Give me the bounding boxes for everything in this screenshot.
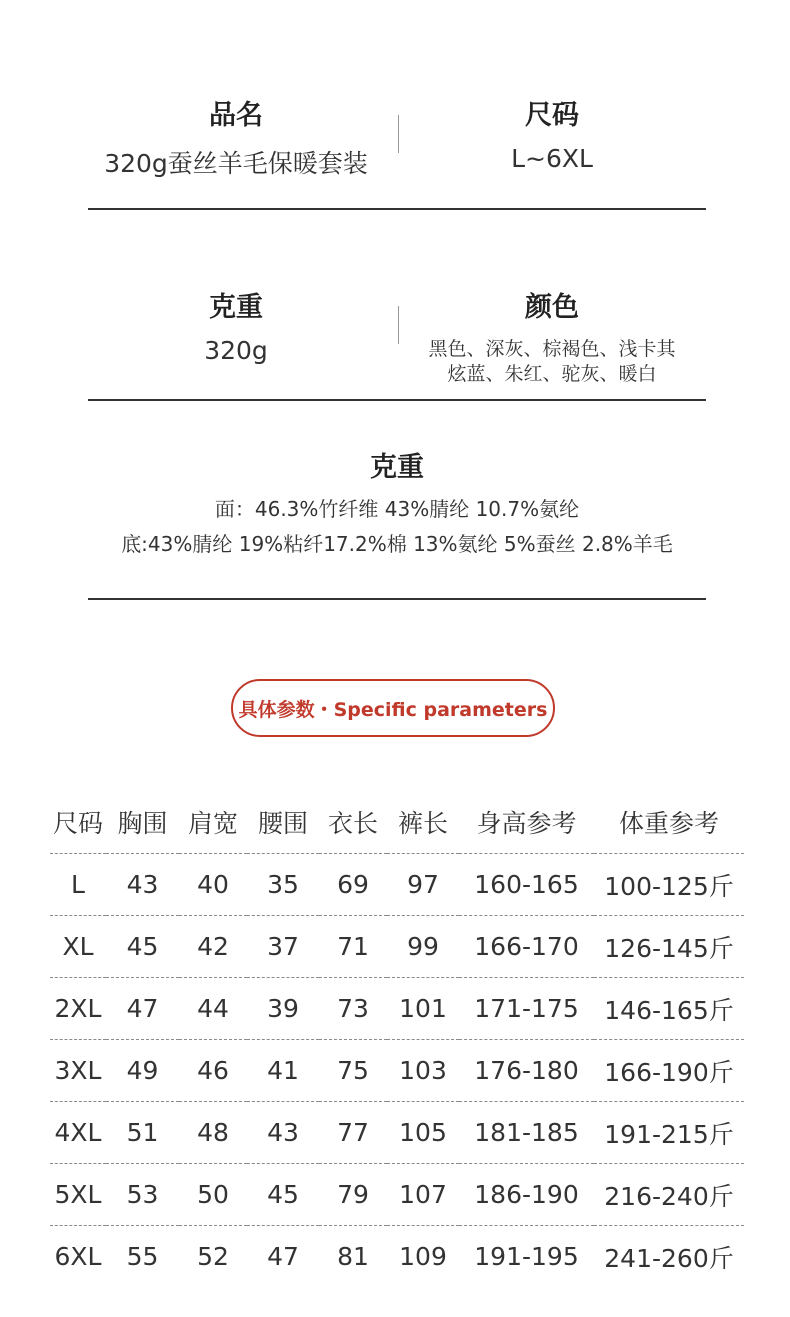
table-cell: 73 bbox=[319, 978, 387, 1040]
table-cell: 41 bbox=[247, 1040, 319, 1102]
table-cell: 81 bbox=[319, 1226, 387, 1288]
color-values-line2: 炫蓝、朱红、驼灰、暖白 bbox=[447, 363, 657, 385]
specs-badge: 具体参数・Specific parameters bbox=[231, 679, 555, 737]
table-cell: 3XL bbox=[50, 1040, 106, 1102]
table-row bbox=[50, 1040, 744, 1102]
header-chest: 胸围 bbox=[117, 808, 168, 838]
table-cell: 97 bbox=[387, 854, 459, 916]
table-cell: 75 bbox=[319, 1040, 387, 1102]
size-table bbox=[50, 790, 744, 1287]
table-cell: 50 bbox=[179, 1164, 247, 1226]
table-cell: 4XL bbox=[50, 1102, 106, 1164]
table-cell: 103 bbox=[387, 1040, 459, 1102]
table-cell: 99 bbox=[387, 916, 459, 978]
table-cell: 171-175 bbox=[459, 978, 594, 1040]
header-weight-ref: 体重参考 bbox=[618, 808, 719, 838]
table-cell: 2XL bbox=[50, 978, 106, 1040]
table-cell: 43 bbox=[247, 1102, 319, 1164]
table-cell: 166-170 bbox=[459, 916, 594, 978]
table-cell: 77 bbox=[319, 1102, 387, 1164]
table-cell: L bbox=[50, 854, 106, 916]
table-row bbox=[50, 854, 744, 916]
table-cell: 46 bbox=[179, 1040, 247, 1102]
weight-label: 克重 bbox=[209, 292, 263, 323]
table-cell: 45 bbox=[106, 916, 179, 978]
table-cell: 35 bbox=[247, 854, 319, 916]
weight-value: 320g bbox=[204, 336, 268, 365]
table-cell: 160-165 bbox=[459, 854, 594, 916]
table-row bbox=[50, 1226, 744, 1288]
table-cell: 49 bbox=[106, 1040, 179, 1102]
table-cell: 146-165斤 bbox=[594, 978, 744, 1040]
table-cell: 71 bbox=[319, 916, 387, 978]
table-cell: 79 bbox=[319, 1164, 387, 1226]
divider-vertical bbox=[398, 306, 399, 344]
table-cell: 186-190 bbox=[459, 1164, 594, 1226]
table-cell: 45 bbox=[247, 1164, 319, 1226]
table-row bbox=[50, 1102, 744, 1164]
table-cell: 191-195 bbox=[459, 1226, 594, 1288]
header-pants-length: 裤长 bbox=[397, 808, 448, 838]
table-cell: 176-180 bbox=[459, 1040, 594, 1102]
name-value: 320g蚕丝羊毛保暖套装 bbox=[104, 149, 368, 178]
table-cell: 55 bbox=[106, 1226, 179, 1288]
table-cell: 53 bbox=[106, 1164, 179, 1226]
table-cell: 37 bbox=[247, 916, 319, 978]
table-cell: 51 bbox=[106, 1102, 179, 1164]
section-rule bbox=[88, 399, 706, 401]
table-cell: 48 bbox=[179, 1102, 247, 1164]
table-row bbox=[50, 916, 744, 978]
table-cell: 216-240斤 bbox=[594, 1164, 744, 1226]
section-rule bbox=[88, 208, 706, 210]
header-top-length: 衣长 bbox=[327, 808, 378, 838]
table-row bbox=[50, 978, 744, 1040]
table-cell: 47 bbox=[247, 1226, 319, 1288]
table-cell: 52 bbox=[179, 1226, 247, 1288]
divider-vertical bbox=[398, 115, 399, 153]
table-cell: 47 bbox=[106, 978, 179, 1040]
table-cell: 126-145斤 bbox=[594, 916, 744, 978]
table-cell: 105 bbox=[387, 1102, 459, 1164]
table-cell: XL bbox=[50, 916, 106, 978]
table-row bbox=[50, 1164, 744, 1226]
size-label: 尺码 bbox=[525, 100, 579, 131]
table-cell: 40 bbox=[179, 854, 247, 916]
table-cell: 191-215斤 bbox=[594, 1102, 744, 1164]
table-cell: 69 bbox=[319, 854, 387, 916]
table-cell: 42 bbox=[179, 916, 247, 978]
table-header-row bbox=[50, 790, 744, 854]
table-cell: 44 bbox=[179, 978, 247, 1040]
table-cell: 100-125斤 bbox=[594, 854, 744, 916]
size-value: L~6XL bbox=[511, 144, 593, 173]
header-size: 尺码 bbox=[52, 808, 103, 838]
table-cell: 6XL bbox=[50, 1226, 106, 1288]
table-cell: 5XL bbox=[50, 1164, 106, 1226]
table-cell: 107 bbox=[387, 1164, 459, 1226]
table-cell: 109 bbox=[387, 1226, 459, 1288]
fabric-title: 克重 bbox=[370, 452, 424, 483]
header-height-ref: 身高参考 bbox=[476, 808, 577, 838]
color-values-line1: 黑色、深灰、棕褐色、浅卡其 bbox=[428, 338, 676, 360]
name-label: 品名 bbox=[209, 100, 263, 131]
table-cell: 166-190斤 bbox=[594, 1040, 744, 1102]
header-shoulder: 肩宽 bbox=[187, 808, 238, 838]
section-rule bbox=[88, 598, 706, 600]
table-cell: 101 bbox=[387, 978, 459, 1040]
header-waist: 腰围 bbox=[257, 808, 308, 838]
table-cell: 43 bbox=[106, 854, 179, 916]
fabric-lining-composition: 底:43%腈纶 19%粘纤17.2%棉 13%氨纶 5%蚕丝 2.8%羊毛 bbox=[121, 532, 673, 556]
table-cell: 241-260斤 bbox=[594, 1226, 744, 1288]
table-cell: 39 bbox=[247, 978, 319, 1040]
fabric-outer-composition: 面：46.3%竹纤维 43%腈纶 10.7%氨纶 bbox=[214, 497, 580, 521]
color-label: 颜色 bbox=[525, 292, 579, 323]
table-cell: 181-185 bbox=[459, 1102, 594, 1164]
